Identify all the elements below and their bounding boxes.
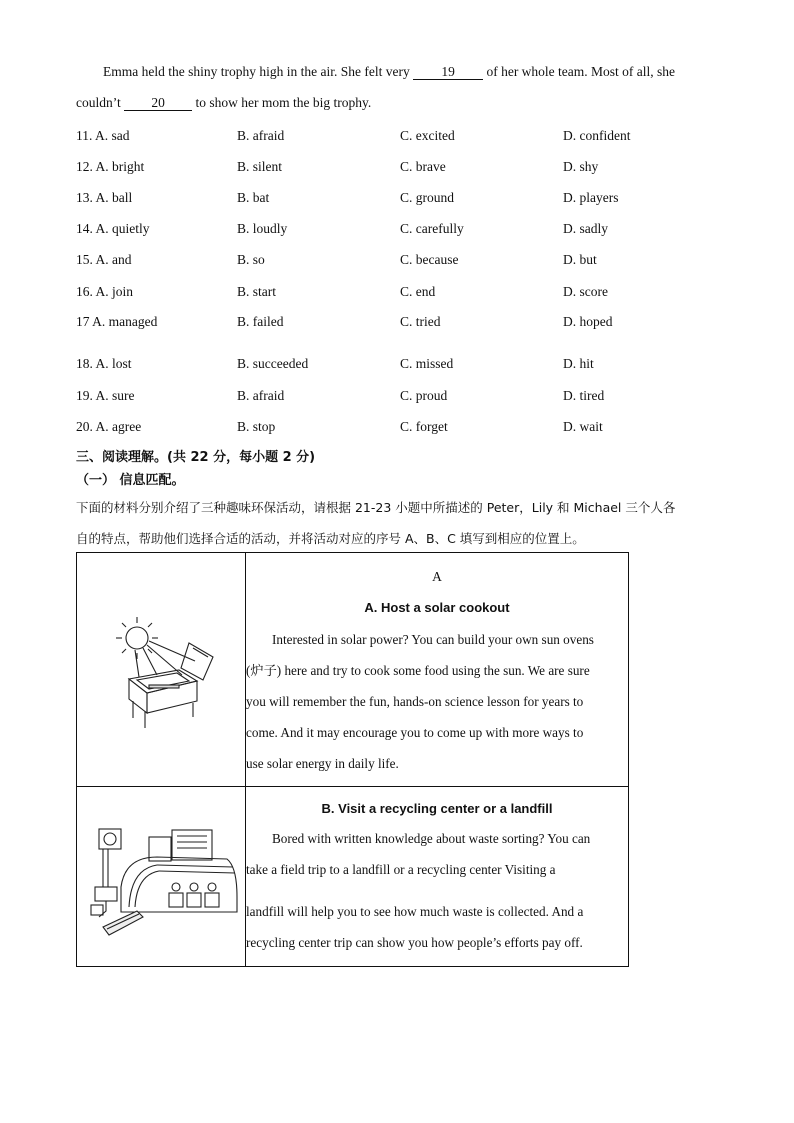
description-line <box>246 823 628 854</box>
line-text: Bored with written knowledge about waste sorting? You can <box>272 831 591 846</box>
description-line: you will remember the fun, hands-on science lesson for years to <box>246 694 584 709</box>
option-c[interactable]: C. carefully <box>400 221 464 236</box>
option-d[interactable]: D. hoped <box>563 314 613 329</box>
blank-19[interactable] <box>413 65 483 80</box>
passage-text: of her whole team. Most of all, she <box>486 64 676 79</box>
activities-table <box>76 552 629 967</box>
passage-text: couldn’t <box>76 95 121 110</box>
activity-image-cell <box>77 787 246 967</box>
description-line: use solar energy in daily life. <box>246 756 399 771</box>
section-title: 三、阅读理解。(共 22 分，每小题 2 分) <box>76 450 316 465</box>
solar-cooker-icon <box>77 553 245 782</box>
option-b[interactable]: B. afraid <box>237 388 285 403</box>
instructions-line-2: 自的特点，帮助他们选择合适的活动，并将活动对应的序号 A、B、C 填写到相应的位置上。 <box>76 531 585 546</box>
description-line: come. And it may encourage you to come up with more ways to <box>246 725 584 740</box>
activity-row-a <box>77 553 629 787</box>
blank-number: 20 <box>151 95 165 110</box>
description-line <box>246 624 628 655</box>
option-b[interactable]: B. loudly <box>237 221 288 236</box>
option-b[interactable]: B. silent <box>237 159 283 174</box>
option-a[interactable]: 16. A. join <box>76 284 134 299</box>
activity-text-cell <box>246 553 629 787</box>
description-line: take a field trip to a landfill or a recycling center Visiting a <box>246 862 556 877</box>
blank-20[interactable] <box>124 96 192 111</box>
option-b[interactable]: B. stop <box>237 419 276 434</box>
option-c[interactable]: C. brave <box>400 159 446 174</box>
option-d[interactable]: D. shy <box>563 159 599 174</box>
option-d[interactable]: D. confident <box>563 128 631 143</box>
option-d[interactable]: D. players <box>563 190 619 205</box>
activity-title: B. Visit a recycling center or a landfill <box>321 801 553 816</box>
option-d[interactable]: D. but <box>563 252 597 267</box>
blank-number: 19 <box>441 64 455 79</box>
option-c[interactable]: C. end <box>400 284 436 299</box>
option-b[interactable]: B. bat <box>237 190 270 205</box>
option-b[interactable]: B. failed <box>237 314 284 329</box>
description-line: (炉子) here and try to cook some food using the sun. We are sure <box>246 663 590 678</box>
instructions-line-1: 下面的材料分别介绍了三种趣味环保活动，请根据 21-23 小题中所描述的 Peter，Lily 和 Michael 三个人各 <box>76 500 676 515</box>
option-c[interactable]: C. excited <box>400 128 455 143</box>
line-text: Interested in solar power? You can build your own sun ovens <box>272 632 594 647</box>
option-c[interactable]: C. forget <box>400 419 448 434</box>
option-a[interactable]: 18. A. lost <box>76 356 132 371</box>
activity-letter: A <box>432 569 442 584</box>
activity-row-b <box>77 787 629 967</box>
option-d[interactable]: D. tired <box>563 388 605 403</box>
option-c[interactable]: C. proud <box>400 388 448 403</box>
option-c[interactable]: C. ground <box>400 190 454 205</box>
option-a[interactable]: 12. A. bright <box>76 159 145 174</box>
option-a[interactable]: 20. A. agree <box>76 419 142 434</box>
activity-description <box>246 624 628 779</box>
option-a[interactable]: 14. A. quietly <box>76 221 150 236</box>
activity-image-cell <box>77 553 246 787</box>
option-c[interactable]: C. tried <box>400 314 441 329</box>
option-d[interactable]: D. wait <box>563 419 603 434</box>
activity-title: A. Host a solar cookout <box>364 600 510 615</box>
part-title: （一） 信息匹配。 <box>76 473 185 488</box>
option-a[interactable]: 11. A. sad <box>76 128 130 143</box>
option-b[interactable]: B. start <box>237 284 276 299</box>
option-a[interactable]: 19. A. sure <box>76 388 135 403</box>
description-line: recycling center trip can show you how people’s efforts pay off. <box>246 935 583 950</box>
option-d[interactable]: D. hit <box>563 356 594 371</box>
activity-description <box>246 823 628 958</box>
option-b[interactable]: B. so <box>237 252 265 267</box>
passage-line-1 <box>103 64 675 80</box>
option-d[interactable]: D. score <box>563 284 608 299</box>
activity-text-cell <box>246 787 629 967</box>
option-a[interactable]: 15. A. and <box>76 252 132 267</box>
description-line: landfill will help you to see how much waste is collected. And a <box>246 904 584 919</box>
option-a[interactable]: 13. A. ball <box>76 190 133 205</box>
option-c[interactable]: C. missed <box>400 356 454 371</box>
passage-line-2 <box>76 95 371 111</box>
option-d[interactable]: D. sadly <box>563 221 608 236</box>
option-a[interactable]: 17 A. managed <box>76 314 158 329</box>
passage-text: to show her mom the big trophy. <box>195 95 372 110</box>
recycling-center-icon <box>77 787 245 962</box>
option-b[interactable]: B. afraid <box>237 128 285 143</box>
option-b[interactable]: B. succeeded <box>237 356 309 371</box>
passage-text: Emma held the shiny trophy high in the air. She felt very <box>103 64 410 79</box>
option-c[interactable]: C. because <box>400 252 459 267</box>
